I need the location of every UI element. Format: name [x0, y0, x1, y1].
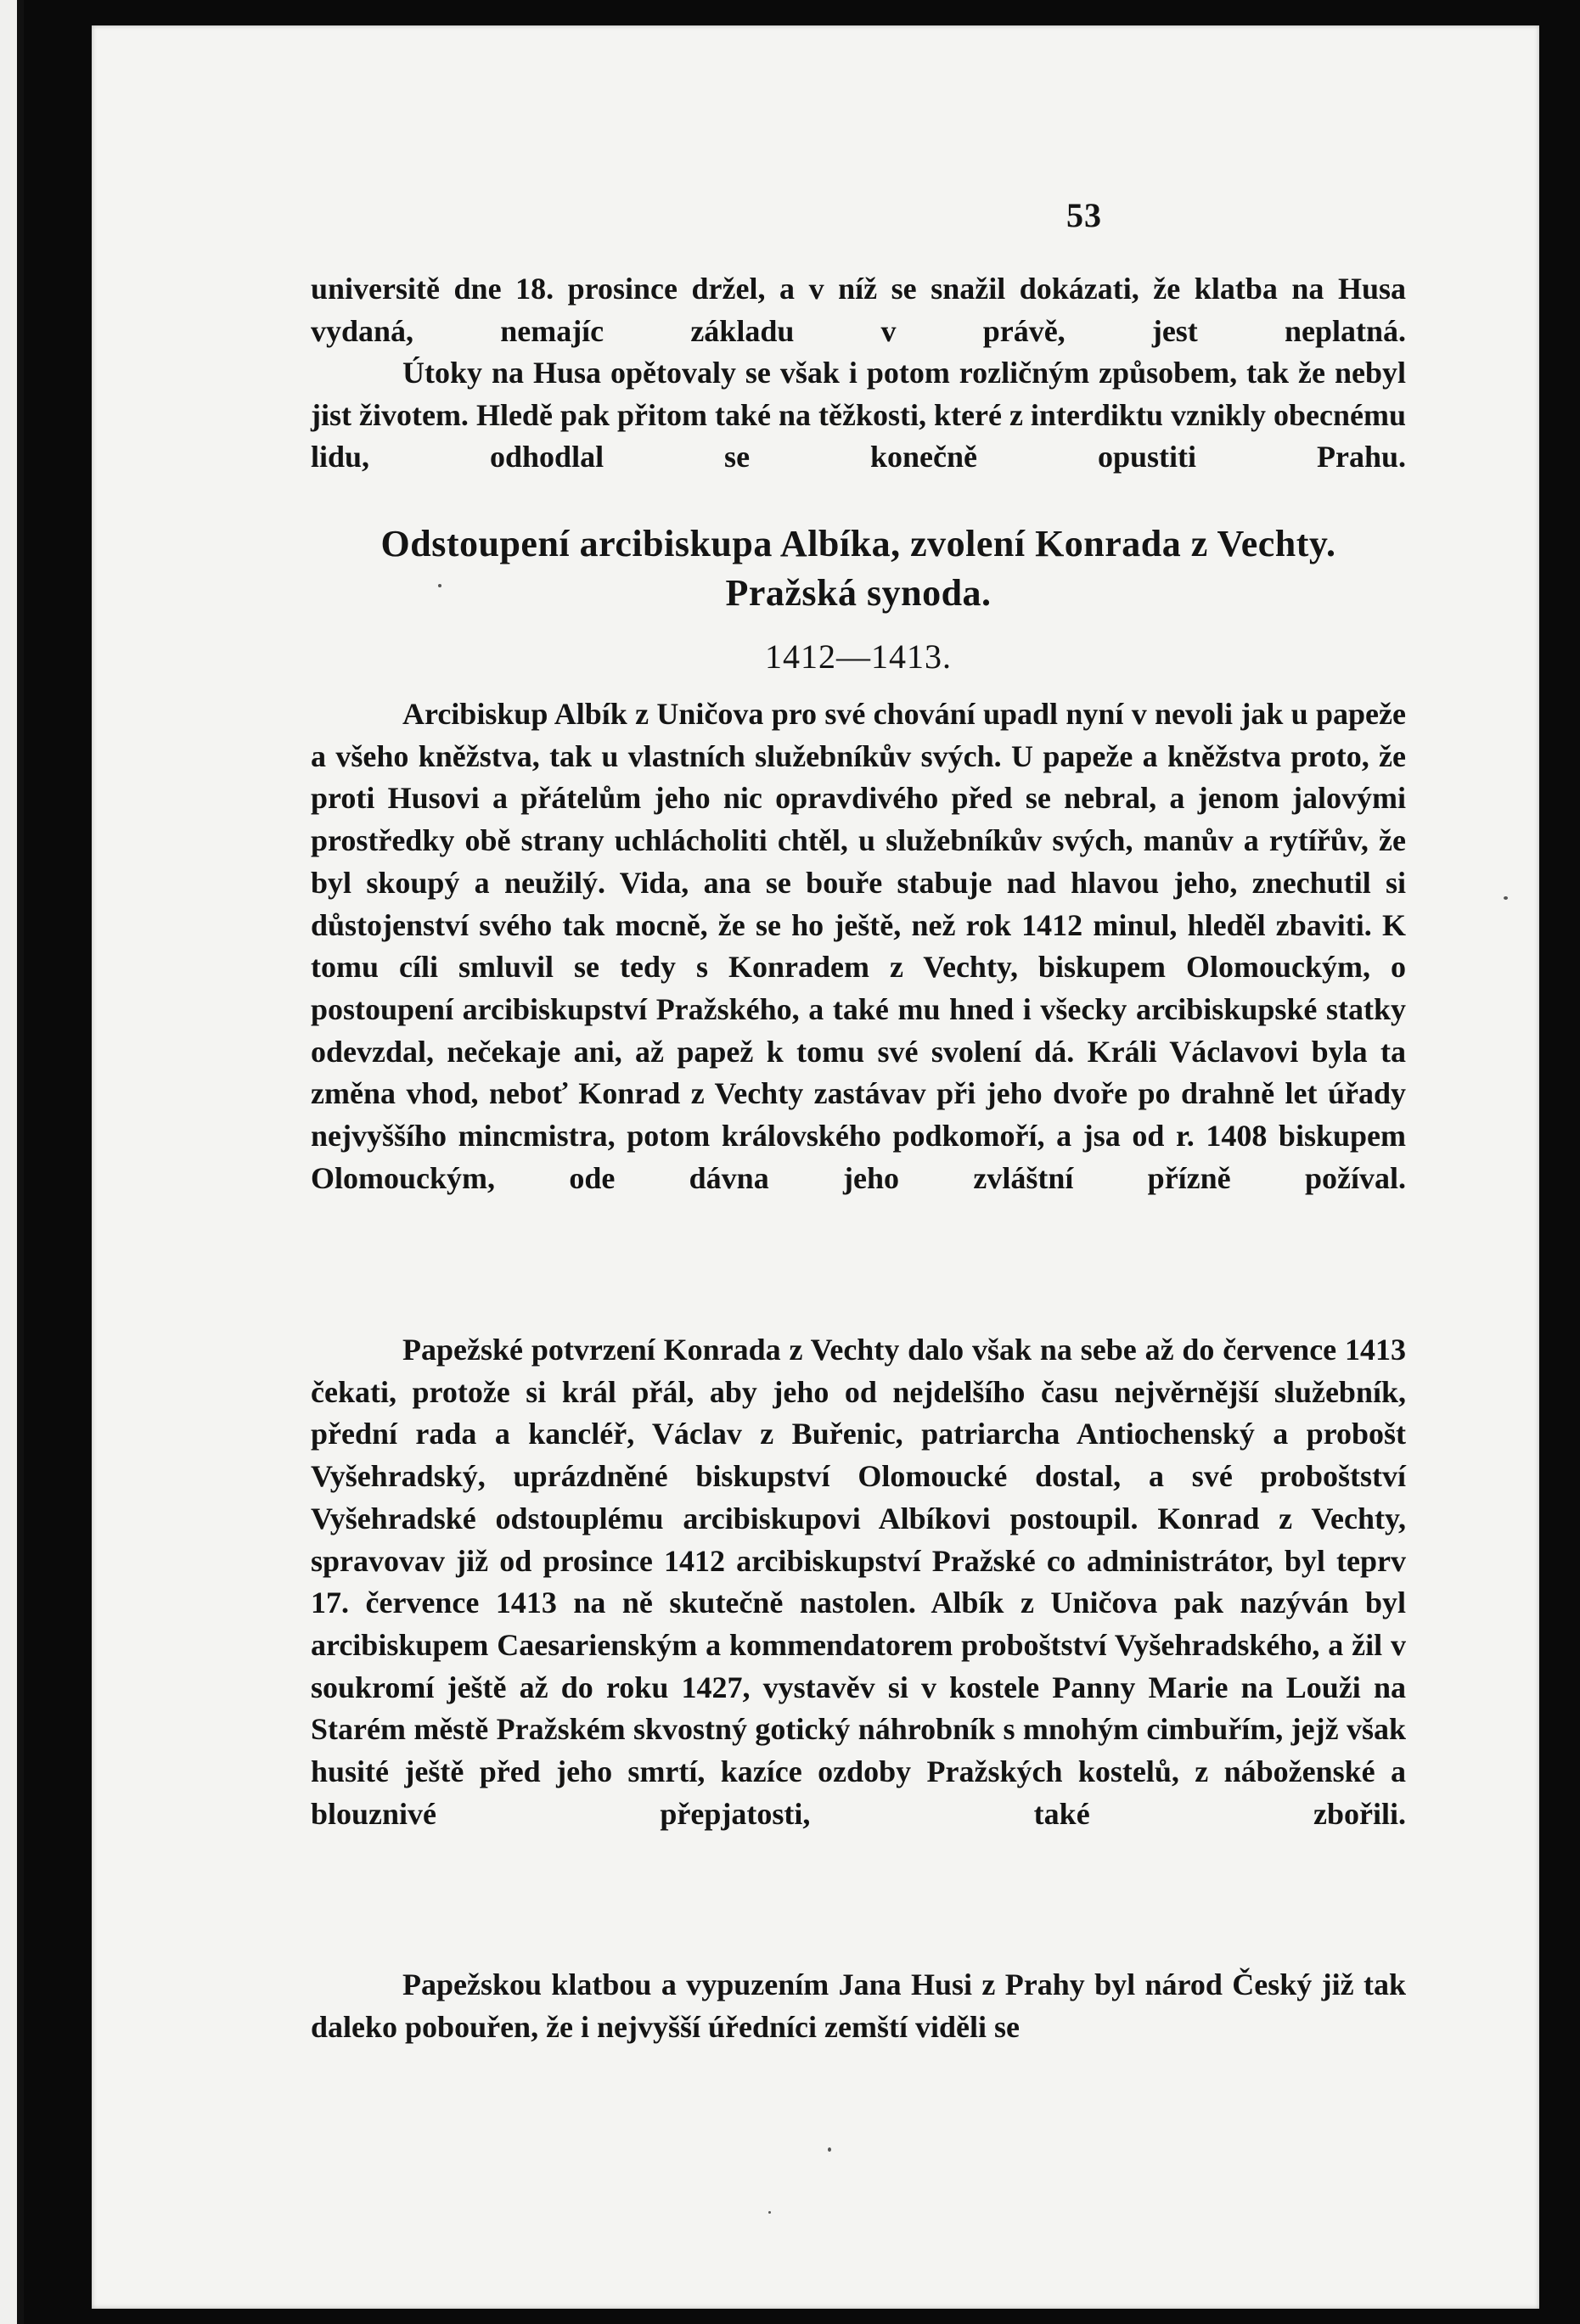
- scan-speck: [438, 584, 441, 587]
- page-number: 53: [1066, 196, 1102, 234]
- scan-speck: [828, 2147, 831, 2152]
- section-heading-line-2: Pražská synoda.: [725, 572, 992, 614]
- paragraph-attacks-on-hus: Útoky na Husa opětovaly se však i potom rozličným způsobem, tak že nebyl jist životem. Hledě pak přitom také na těžkosti, které z interdiktu vznikly obecnému lidu, odhodlal se konečně opustiti Prahu.: [311, 356, 1406, 474]
- scan-edge-strip: [0, 0, 17, 2324]
- paragraph-papal-ban: Papežskou klatbou a vypuzením Jana Husi z Prahy byl národ Český již tak daleko pobouřen, že i nejvyšší úředníci zemští viděli se: [311, 1968, 1406, 2044]
- book-page: [92, 25, 1539, 2309]
- scan-speck: [768, 2211, 771, 2214]
- scan-edge-line: [17, 0, 24, 2324]
- section-years: 1412—1413.: [765, 637, 952, 676]
- paragraph-papal-confirmation: Papežské potvrzení Konrada z Vechty dalo však na sebe až do července 1413 čekati, protože si král přál, aby jeho od nejdelšího času nejvěrnější služebník, přední rada a kancléř, Václav z Buřenic, patriarcha Antiochenský a probošt Vyšehradský, uprázdněné biskupství Olomoucké dostal, a své proboštství Vyšehradské odstouplému arcibiskupovi Albíkovi postoupil. Konrad z Vechty, spravovav již od prosince 1412 arcibiskupství Pražské co administrátor, byl teprv 17. července 1413 na ně skutečně nastolen. Albík z Uničova pak nazýván byl arcibiskupem Caesarienským a kommendatorem proboštství Vyšehradského, a žil v soukromí ještě až do roku 1427, vystavěv si v kostele Panny Marie na Louži na Starém městě Pražském skvostný gotický náhrobník s mnohým cimbuřím, jejž však husité ještě před jeho smrtí, kazíce ozdoby Pražských kostelů, z náboženské a blouznivé přepjatosti, také zbořili.: [311, 1333, 1406, 1831]
- scan-speck: [1504, 896, 1508, 900]
- paragraph-intro-continuation: universitě dne 18. prosince držel, a v níž se snažil dokázati, že klatba na Husa vydaná, nemajíc základu v právě, jest neplatná.: [311, 272, 1406, 348]
- paragraph-albik: Arcibiskup Albík z Uničova pro své chování upadl nyní v nevoli jak u papeže a všeho kněžstva, tak u vlastních služebníkův svých. U papeže a kněžstva proto, že proti Husovi a přátelům jeho nic opravdivého před se nebral, a jenom jalovými prostředky obě strany uchlácholiti chtěl, u služebníkův svých, manův a rytířův, že byl skoupý a neužilý. Vida, ana se bouře stabuje nad hlavou jeho, znechutil si důstojenství svého tak mocně, že se ho ještě, než rok 1412 minul, hleděl zbaviti. K tomu cíli smluvil se tedy s Konradem z Vechty, biskupem Olomouckým, o postoupení arcibiskupství Pražského, a také mu hned i všecky arcibiskupské statky odevzdal, nečekaje ani, až papež k tomu své svolení dá. Králi Václavovi byla ta změna vhod, neboť Konrad z Vechty zastávav při jeho dvoře po drahně let úřady nejvyššího mincmistra, potom královského podkomoří, a jsa od r. 1408 biskupem Olomouckým, ode dávna jeho zvláštní přízně požíval.: [311, 697, 1406, 1195]
- section-heading-line-1: Odstoupení arcibiskupa Albíka, zvolení Konrada z Vechty.: [380, 523, 1336, 564]
